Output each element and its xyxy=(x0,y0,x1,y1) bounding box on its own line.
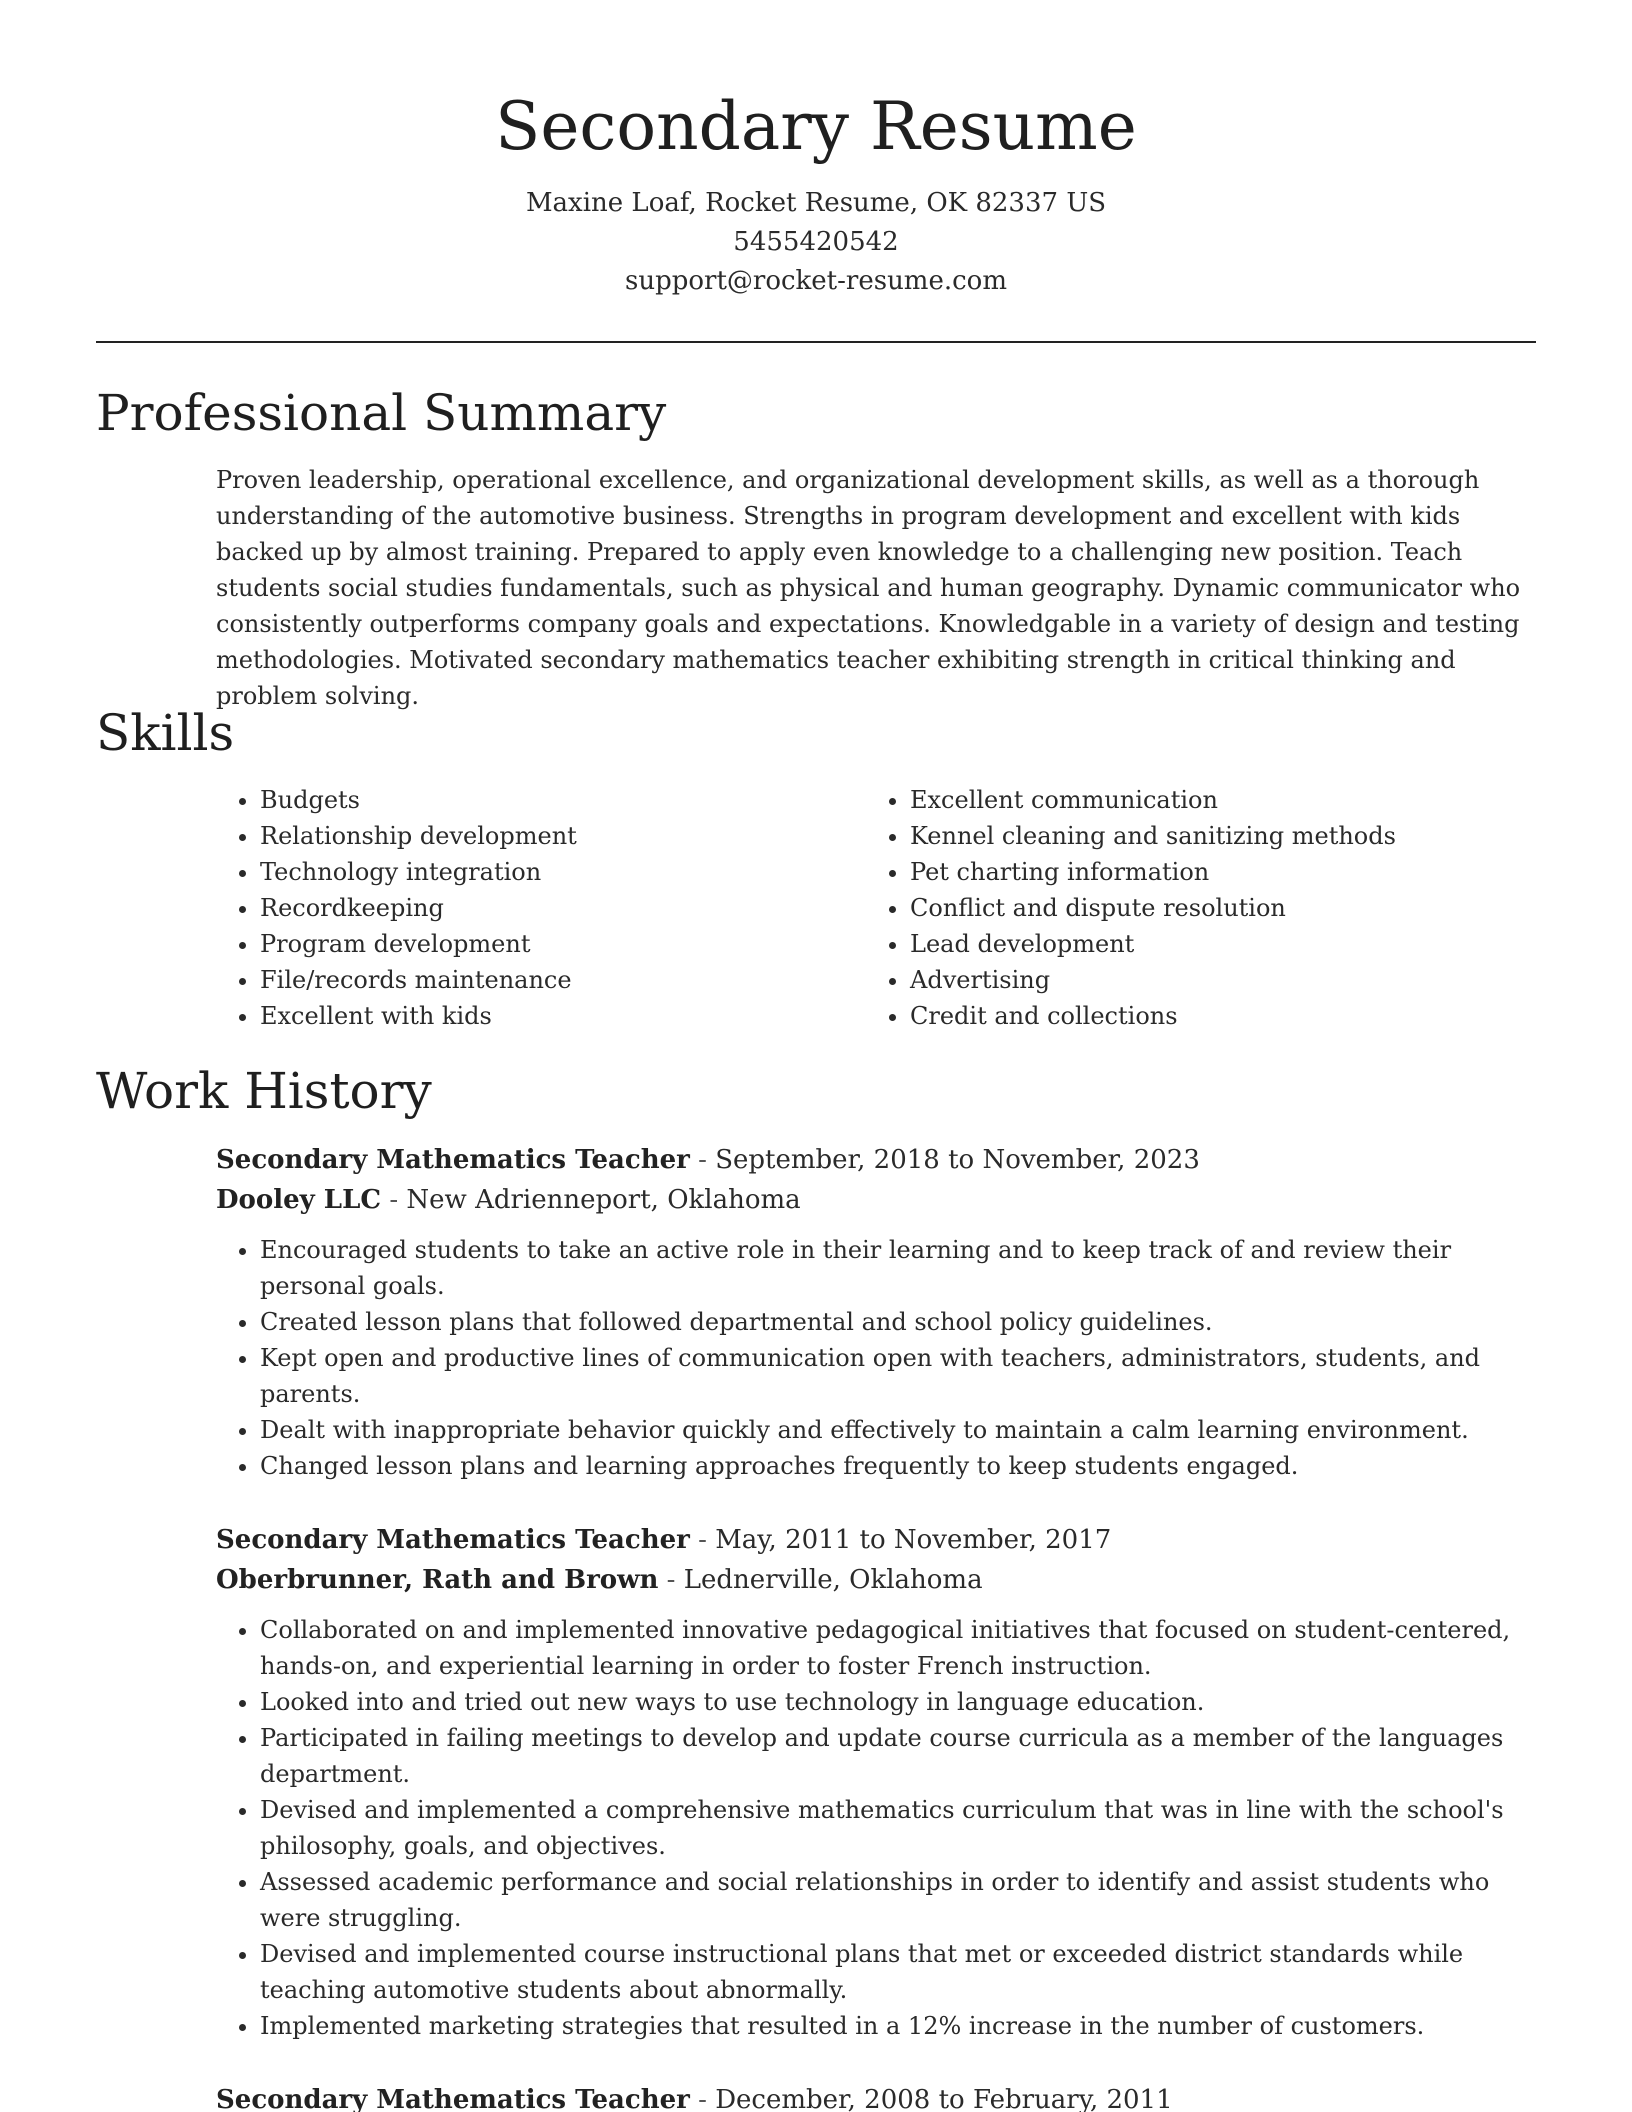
skills-column-right xyxy=(866,782,1516,1034)
job-company-line xyxy=(216,1560,1538,1600)
job-bullet: • Looked into and tried out new ways to use technology in language education. xyxy=(260,1684,1538,1720)
skill-item: • Relationship development xyxy=(260,818,866,854)
skill-item: • Budgets xyxy=(260,782,866,818)
skills-list xyxy=(216,782,1536,1034)
job-dates: September, 2018 to November, 2023 xyxy=(715,1145,1200,1175)
separator: - xyxy=(689,2085,716,2112)
summary-heading: Professional Summary xyxy=(96,384,667,442)
job-bullet: • Changed lesson plans and learning approaches frequently to keep students engaged. xyxy=(260,1448,1538,1484)
job-bullet: • Encouraged students to take an active role in their learning and to keep track of and review their personal goals. xyxy=(260,1232,1538,1304)
job-title-line xyxy=(216,2080,1538,2112)
job-bullet: • Dealt with inappropriate behavior quickly and effectively to maintain a calm learning environment. xyxy=(260,1412,1538,1448)
skills-heading: Skills xyxy=(96,704,235,762)
separator: - xyxy=(689,1525,716,1555)
job-entry xyxy=(216,1140,1538,1484)
job-bullet: • Devised and implemented a comprehensive mathematics curriculum that was in line with the school's philosophy, goals, and objectives. xyxy=(260,1792,1538,1864)
resume-title: Secondary Resume xyxy=(495,88,1137,165)
job-bullet: • Kept open and productive lines of communication open with teachers, administrators, students, and parents. xyxy=(260,1340,1538,1412)
contact-phone: 5455420542 xyxy=(733,227,899,257)
skill-item: • Kennel cleaning and sanitizing methods xyxy=(910,818,1516,854)
job-bullet: • Devised and implemented course instructional plans that met or exceeded district standards while teaching automotive students about abnormally. xyxy=(260,1936,1538,2008)
contact-block xyxy=(0,184,1632,301)
job-company: Dooley LLC xyxy=(216,1185,382,1215)
job-dates: December, 2008 to February, 2011 xyxy=(715,2085,1173,2112)
job-title-line xyxy=(216,1520,1538,1560)
contact-email: support@rocket-resume.com xyxy=(624,266,1007,296)
skill-item: • Program development xyxy=(260,926,866,962)
skills-column-left xyxy=(216,782,866,1034)
separator: - xyxy=(689,1145,716,1175)
job-location: New Adrienneport, Oklahoma xyxy=(406,1185,801,1215)
job-dates: May, 2011 to November, 2017 xyxy=(715,1525,1112,1555)
job-bullets xyxy=(216,1232,1538,1484)
contact-address: Maxine Loaf, Rocket Resume, OK 82337 US xyxy=(525,188,1107,218)
job-title-line xyxy=(216,1140,1538,1180)
job-location: Lednerville, Oklahoma xyxy=(683,1565,983,1595)
summary-text: Proven leadership, operational excellence, and organizational development skills, as well as a thorough understanding of the automotive business. Strengths in program development and excellent with kids backed up by almost training. Prepared to apply even knowledge to a challenging new position. Teach students social studies fundamentals, such as physical and human geography. Dynamic communicator who consistently outperforms company goals and expectations. Knowledgable in a variety of design and testing methodologies. Motivated secondary mathematics teacher exhibiting strength in critical thinking and problem solving. xyxy=(216,466,1521,710)
skill-item: • Recordkeeping xyxy=(260,890,866,926)
job-bullet: • Participated in failing meetings to develop and update course curricula as a member of the languages department. xyxy=(260,1720,1538,1792)
skill-item: • Conflict and dispute resolution xyxy=(910,890,1516,926)
separator: - xyxy=(658,1565,684,1595)
job-bullets xyxy=(216,1612,1538,2044)
job-bullet: • Collaborated on and implemented innovative pedagogical initiatives that focused on student-centered, hands-on, and experiential learning in order to foster French instruction. xyxy=(260,1612,1538,1684)
job-bullet: • Implemented marketing strategies that resulted in a 12% increase in the number of customers. xyxy=(260,2008,1538,2044)
skill-item: • Excellent with kids xyxy=(260,998,866,1034)
separator: - xyxy=(381,1185,407,1215)
resume-header xyxy=(0,0,1632,301)
skill-item: • Credit and collections xyxy=(910,998,1516,1034)
job-entry xyxy=(216,2080,1538,2112)
job-bullet: • Created lesson plans that followed departmental and school policy guidelines. xyxy=(260,1304,1538,1340)
job-title: Secondary Mathematics Teacher xyxy=(216,1525,690,1555)
header-divider xyxy=(96,341,1536,343)
skill-item: • Excellent communication xyxy=(910,782,1516,818)
job-company-line xyxy=(216,1180,1538,1220)
skill-item: • Pet charting information xyxy=(910,854,1516,890)
job-bullet: • Assessed academic performance and social relationships in order to identify and assist students who were struggling. xyxy=(260,1864,1538,1936)
skill-item: • Lead development xyxy=(910,926,1516,962)
skill-item: • Technology integration xyxy=(260,854,866,890)
skill-item: • Advertising xyxy=(910,962,1516,998)
job-company: Oberbrunner, Rath and Brown xyxy=(216,1565,659,1595)
work-history-heading: Work History xyxy=(96,1062,432,1120)
skill-item: • File/records maintenance xyxy=(260,962,866,998)
job-title: Secondary Mathematics Teacher xyxy=(216,2085,690,2112)
job-title: Secondary Mathematics Teacher xyxy=(216,1145,690,1175)
job-entry xyxy=(216,1520,1538,2044)
